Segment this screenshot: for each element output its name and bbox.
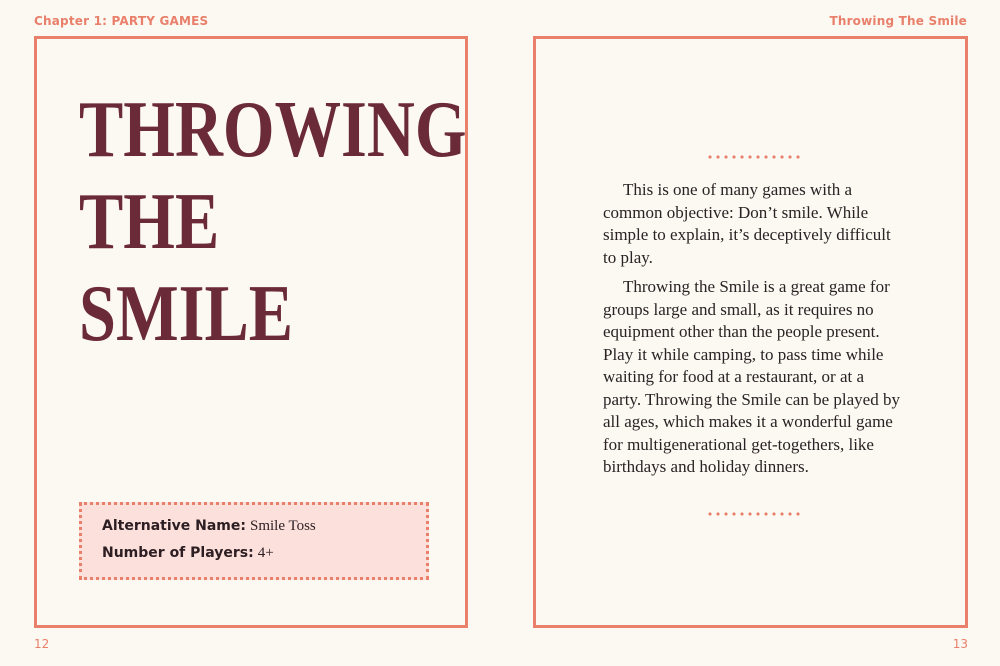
- game-title: [79, 83, 467, 359]
- right-page-frame: [533, 36, 968, 628]
- page-number-right: 13: [952, 637, 968, 651]
- game-info-box: [79, 502, 429, 580]
- running-head-right: Throwing The Smile: [829, 14, 967, 28]
- number-of-players-value: 4+: [257, 545, 274, 561]
- title-line: THE: [79, 176, 220, 266]
- alternative-name-value: Smile Toss: [249, 518, 316, 534]
- running-head-left: Chapter 1: PARTY GAMES: [34, 14, 209, 28]
- number-of-players-row: [102, 544, 426, 571]
- alternative-name-row: [102, 517, 426, 544]
- body-paragraph: Throwing the Smile is a great game for groups large and small, as it requires no equipment other than the people present. Play it while camping, to pass time while waiting for food at a restaurant, or at a party. Throwing the Smile can be played by all ages, which makes it a wonderful game for multigenerational get-togethers, like birthdays and holiday dinners.: [603, 277, 900, 476]
- page-number-left: 12: [34, 637, 50, 651]
- body-paragraph: This is one of many games with a common objective: Don’t smile. While simple to explain, it’s deceptively difficult to play.: [603, 180, 891, 267]
- title-line: THROWING: [79, 84, 467, 174]
- left-page-frame: [34, 36, 468, 628]
- number-of-players-label: Number of Players:: [102, 545, 254, 561]
- title-line: SMILE: [79, 268, 294, 358]
- dotted-divider-bottom: [706, 511, 802, 517]
- dotted-divider-top: [706, 154, 802, 160]
- alternative-name-label: Alternative Name:: [102, 518, 246, 534]
- body-text: [603, 179, 903, 486]
